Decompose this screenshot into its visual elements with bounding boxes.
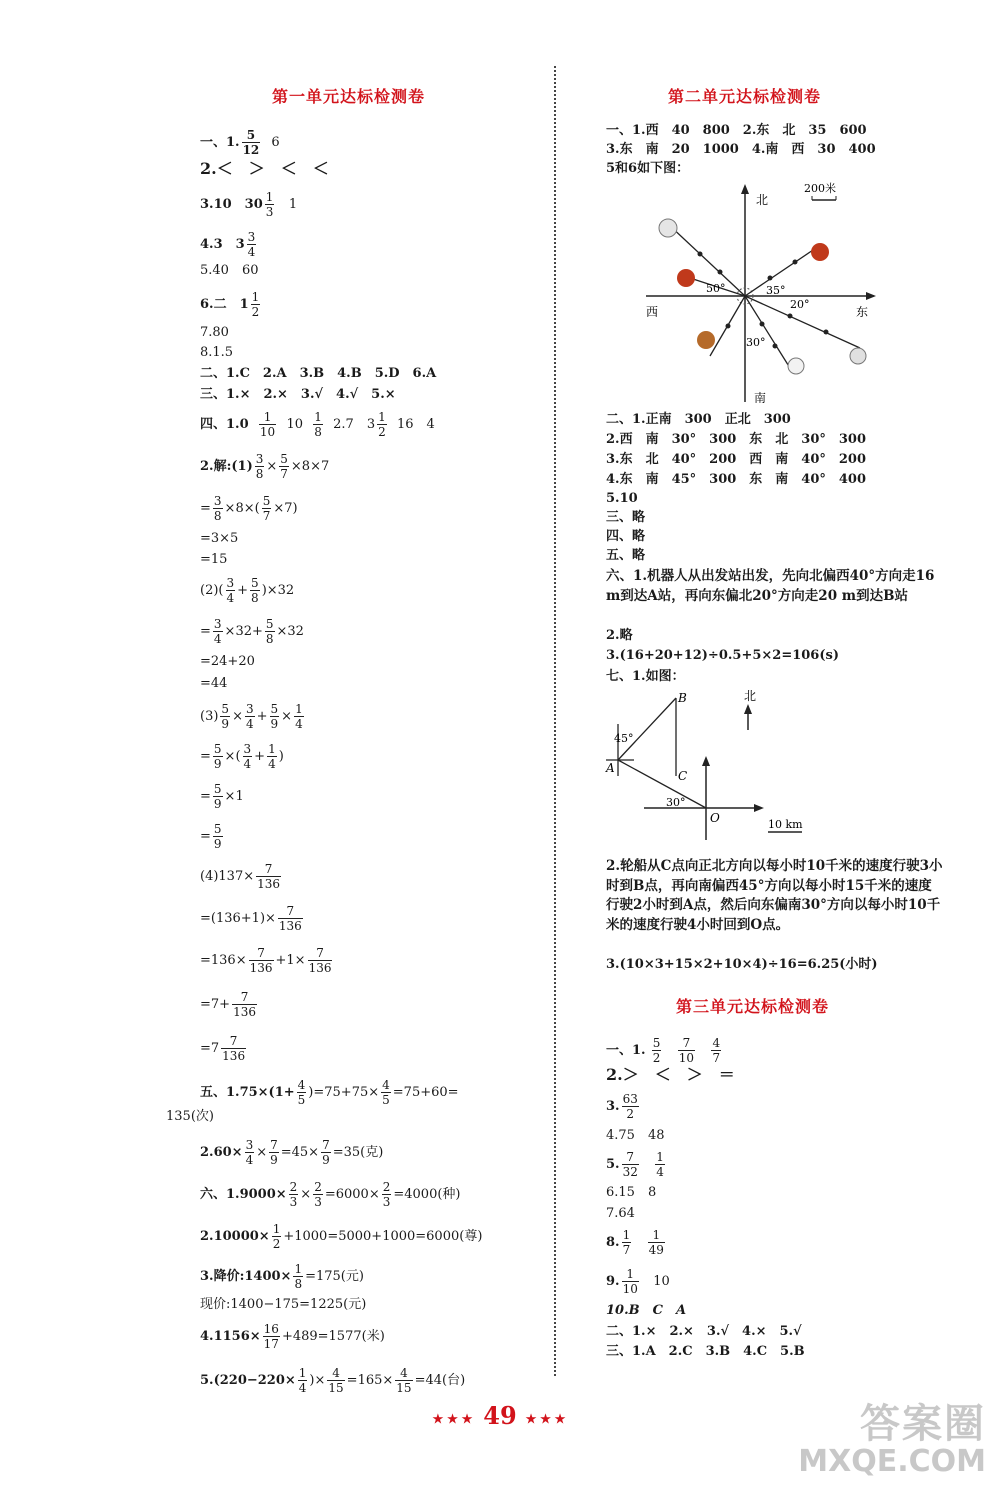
unit1-q6-1: 六、1.9000× $\frac{2}{3}$ × $\frac{2}{3}$ =6000× $\frac{2}{3}$ =4000(种) — [200, 1180, 461, 1209]
fraction: $\frac{5}{12}$ — [242, 128, 260, 157]
unit2-q2-2: 2.西 南 30° 300 东 北 30° 300 — [606, 432, 867, 447]
unit2-q5: 五、略 — [606, 548, 646, 563]
unit2-title: 第二单元达标检测卷 — [668, 87, 822, 106]
calc-4-line1: (4)137× $\frac{7}{136}$ — [200, 862, 281, 891]
unit1-q1-3: 3.10 30 $\frac{1}{3}$ 1 — [200, 190, 298, 219]
unit2-q2-3: 3.东 北 40° 200 西 南 40° 200 — [606, 452, 867, 467]
unit2-q7-3: 3.(10×3+15×2+10×4)÷16=6.25(小时) — [606, 957, 878, 972]
unit2-q3: 三、略 — [606, 510, 646, 525]
unit3-q1-3: 3. $\frac{63}{2}$ — [606, 1092, 638, 1121]
page-number: 49 — [483, 1401, 517, 1430]
unit3-title: 第三单元达标检测卷 — [676, 997, 830, 1016]
unit1-q5-1-cont: 135(次) — [166, 1109, 214, 1124]
unit1-q1-2: 2.＜ ＞ ＜ ＜ — [200, 159, 329, 178]
calc-2-line2: = $\frac{3}{4}$ ×32+ $\frac{5}{8}$ ×32 — [200, 617, 304, 646]
unit1-q2: 二、1.C 2.A 3.B 4.B 5.D 6.A — [200, 366, 437, 381]
unit3-q1-1: 一、1. $\frac{5}{2}$ $\frac{7}{10}$ $\frac{4}{7}$ — [606, 1036, 721, 1065]
map-angle-20: 20° — [790, 298, 810, 311]
unit2-q2-1: 二、1.正南 300 正北 300 — [606, 412, 791, 427]
unit3-q1-6: 6.15 8 — [606, 1185, 657, 1200]
map-west-label: 西 — [646, 305, 659, 319]
calc-3-line3: = $\frac{5}{9}$ ×1 — [200, 782, 244, 811]
unit1-q1-5: 5.40 60 — [200, 263, 259, 278]
unit2-q1-line2: 3.东 南 20 1000 4.南 西 30 400 — [606, 142, 876, 157]
unit3-q3: 三、1.A 2.C 3.B 4.C 5.B — [606, 1344, 805, 1359]
star-decoration-left: ★★★ — [431, 1411, 476, 1428]
map-angle-35: 35° — [766, 284, 786, 297]
map-angle-50: 50° — [706, 282, 726, 295]
unit3-q1-10: 10.B C A — [606, 1303, 687, 1318]
calc-4-line4: =7+ $\frac{7}{136}$ — [200, 990, 256, 1019]
calc-1-line2: = $\frac{3}{8}$ ×8×( $\frac{5}{7}$ ×7) — [200, 494, 298, 523]
diagram-north-label: 北 — [744, 689, 757, 703]
unit1-q6-3b: 现价:1400−175=1225(元) — [200, 1297, 367, 1312]
map-north-label: 北 — [756, 193, 769, 207]
unit3-q1-8: 8. $\frac{1}{7}$ $\frac{1}{49}$ — [606, 1228, 664, 1257]
calc-4-line3: =136× $\frac{7}{136}$ +1× $\frac{7}{136}$ — [200, 946, 332, 975]
unit3-q2: 二、1.× 2.× 3.√ 4.× 5.√ — [606, 1324, 802, 1339]
unit3-q1-4: 4.75 48 — [606, 1128, 665, 1143]
unit1-q1-4: 4.3 3 $\frac{3}{4}$ — [200, 230, 256, 259]
direction-map-figure — [640, 180, 880, 406]
point-C: C — [678, 769, 688, 783]
point-B: B — [678, 691, 687, 705]
map-east-label: 东 — [856, 305, 869, 319]
unit2-q4: 四、略 — [606, 529, 646, 544]
unit1-q6-4: 4.1156× $\frac{16}{17}$ +489=1577(米) — [200, 1322, 385, 1351]
angle-30: 30° — [666, 796, 686, 809]
unit2-q6-2: 2.略 — [606, 628, 633, 643]
point-O: O — [710, 811, 720, 825]
map-scale-label: 200米 — [804, 182, 836, 195]
unit3-q1-9: 9. $\frac{1}{10}$ 10 — [606, 1267, 670, 1296]
unit1-q1-7: 7.80 — [200, 325, 229, 340]
unit1-q6-5: 5.(220−220× $\frac{1}{4}$ )× $\frac{4}{15}$ =165× $\frac{4}{15}$ =44(台) — [200, 1366, 466, 1395]
unit2-q6-1: 六、1.机器人从出发站出发，先向北偏西40°方向走16 m到达A站，再向东偏北20°方向走20 m到达B站 — [606, 568, 935, 604]
unit2-q7-2: 2.轮船从C点向正北方向以每小时10千米的速度行驶3小时到B点，再向南偏西45°方向以每小时15千米的速度行驶2小时到A点，然后向东偏南30°方向以每小时10千米的速度行驶4小时回到O点。 — [606, 858, 943, 933]
column-divider — [554, 66, 556, 1376]
calc-1-line1: 2.解:(1) $\frac{3}{8}$ × $\frac{5}{7}$ ×8×7 — [200, 452, 330, 481]
unit3-q1-7: 7.64 — [606, 1206, 635, 1221]
calc-4-line2: =(136+1)× $\frac{7}{136}$ — [200, 904, 302, 933]
unit1-q1-6: 6.二 1 $\frac{1}{2}$ — [200, 290, 260, 319]
unit2-q2-4: 4.东 南 45° 300 东 南 40° 400 — [606, 472, 867, 487]
unit2-q1-line1: 一、1.西 40 800 2.东 北 35 600 — [606, 123, 867, 138]
unit1-q3: 三、1.× 2.× 3.√ 4.√ 5.× — [200, 387, 396, 402]
unit2-q7-1: 七、1.如图： — [606, 669, 685, 684]
unit2-q6-3: 3.(16+20+12)÷0.5+5×2=106(s) — [606, 648, 839, 663]
calc-1-line4: =15 — [200, 552, 228, 567]
calc-2-line4: =44 — [200, 676, 228, 691]
watermark: 答案圈 MXQE.COM — [798, 1401, 986, 1479]
calc-2-line3: =24+20 — [200, 654, 255, 669]
star-decoration-right: ★★★ — [524, 1411, 569, 1428]
unit2-q2-5: 5.10 — [606, 491, 638, 506]
point-A: A — [606, 761, 615, 775]
unit1-q6-2: 2.10000× $\frac{1}{2}$ +1000=5000+1000=6000(尊) — [200, 1222, 483, 1251]
unit1-q1-8: 8.1.5 — [200, 345, 234, 360]
calc-1-line3: =3×5 — [200, 531, 239, 546]
unit1-q5-2: 2.60× $\frac{3}{4}$ × $\frac{7}{9}$ =45× $\frac{7}{9}$ =35(克) — [200, 1138, 384, 1167]
angle-45: 45° — [614, 732, 634, 745]
calc-2-line1: (2)( $\frac{3}{4}$ + $\frac{5}{8}$ )×32 — [200, 576, 295, 605]
unit1-q5-1: 五、1.75×(1+ $\frac{4}{5}$ )=75+75× $\frac{4}{5}$ =75+60= — [200, 1078, 459, 1107]
calc-3-line2: = $\frac{5}{9}$ ×( $\frac{3}{4}$ + $\frac{1}{4}$ ) — [200, 742, 284, 771]
diagram-scale-label: 10 km — [768, 818, 803, 831]
unit3-q1-5: 5. $\frac{7}{32}$ $\frac{1}{4}$ — [606, 1150, 664, 1179]
map-south-label: 南 — [754, 391, 767, 405]
unit1-q6-3: 3.降价:1400× $\frac{1}{8}$ =175(元) — [200, 1262, 364, 1291]
unit2-q1-line3: 5和6如下图： — [606, 161, 690, 176]
calc-3-line4: = $\frac{5}{9}$ — [200, 822, 222, 851]
unit1-q4-1: 四、1.0 $\frac{1}{10}$ 10 $\frac{1}{8}$ 2.7 3 $\frac{1}{2}$ 16 4 — [200, 410, 435, 439]
unit1-title: 第一单元达标检测卷 — [272, 87, 426, 106]
calc-3-line1: (3) $\frac{5}{9}$ × $\frac{3}{4}$ + $\frac{5}{9}$ × $\frac{1}{4}$ — [200, 702, 303, 731]
map-angle-30: 30° — [746, 336, 766, 349]
calc-4-line5: =7 $\frac{7}{136}$ — [200, 1034, 246, 1063]
unit1-q1-1: 一、1. $\frac{5}{12}$ 6 — [200, 128, 280, 157]
unit3-q1-2: 2.＞ ＜ ＞ ＝ — [606, 1065, 735, 1084]
route-diagram-figure — [604, 684, 824, 844]
